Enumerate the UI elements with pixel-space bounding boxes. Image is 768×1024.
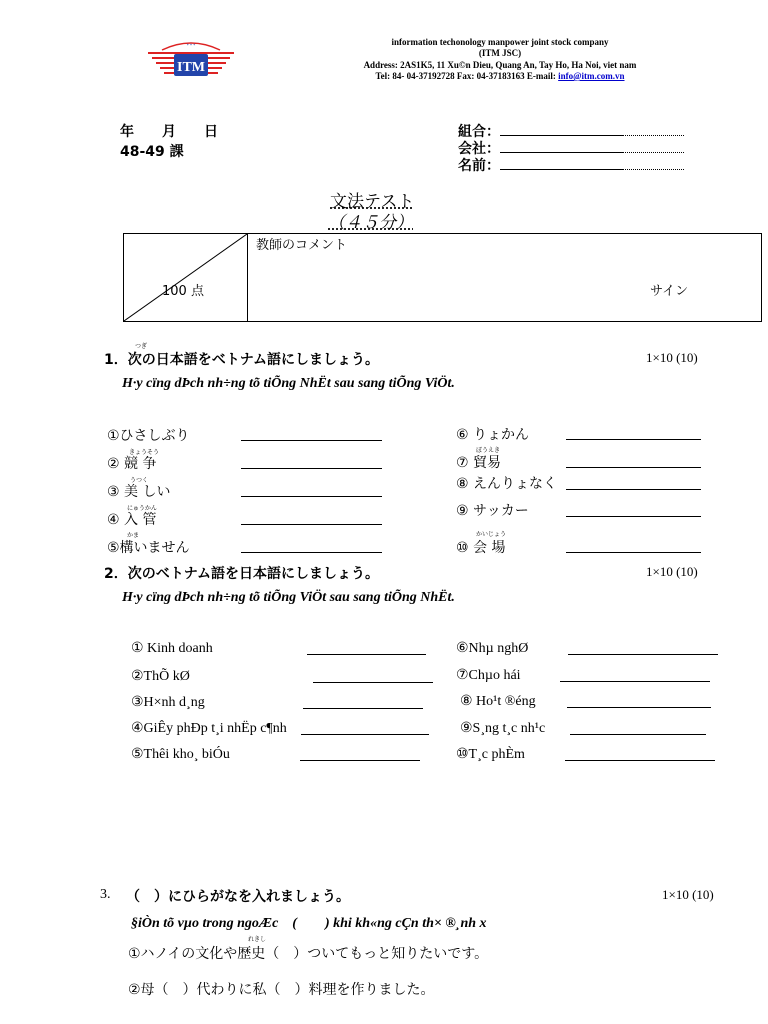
s1-answer-6[interactable] — [566, 439, 701, 440]
section3-points: 1×10 (10) — [662, 887, 714, 902]
s1-answer-3[interactable] — [241, 496, 382, 497]
section1-instruction: H·y cïng dÞch nh÷ng tõ tiÕng NhËt sau sang tiÕng ViÖt. — [122, 376, 455, 391]
section3-instruction: §iÒn tõ vµo trong ngoÆc ( ) khi kh«ng cÇn th× ®¸nh x — [131, 916, 487, 931]
company-address: Address: 2AS1K5, 11 Xu©n Dieu, Quang An, Tay Ho, Ha Noi, viet nam — [363, 60, 637, 70]
teacher-comment-label: 教師のコメント — [256, 238, 348, 253]
company-email-link[interactable]: info@itm.com.vn — [558, 71, 625, 81]
s1-item-9: ⑨ サッカー — [456, 503, 529, 519]
test-duration: （４５分） — [328, 213, 413, 233]
s2-answer-4[interactable] — [301, 734, 429, 735]
score-cell[interactable] — [124, 234, 248, 321]
item5-ruby: かま — [127, 532, 140, 539]
s2-item-5: ⑤Thêi kho¸ biÓu — [131, 747, 230, 762]
q1-ruby: れきし — [248, 936, 267, 943]
item7-ruby: ぼうえき — [476, 447, 501, 454]
group-label: 組合： — [458, 124, 500, 140]
s2-item-1: ① Kinh doanh — [131, 641, 213, 656]
section3-number: 3. — [100, 887, 111, 902]
s3-question-2: ②母（ ）代わりに私（ ）料理を作りました。 — [128, 982, 435, 998]
s2-item-10: ⑩T¸c phÈm — [456, 747, 525, 762]
company-short-name: (ITM JSC) — [478, 48, 522, 58]
s2-answer-6[interactable] — [568, 654, 718, 655]
s2-item-2: ②ThÕ kØ — [131, 669, 190, 684]
section2-points: 1×10 (10) — [646, 564, 698, 579]
item2-ruby: きょうそう — [129, 449, 160, 456]
s1-item-1: ①ひさしぶり — [107, 428, 190, 444]
s2-answer-2[interactable] — [313, 682, 433, 683]
s1-item-3: ③ 美 しい — [107, 484, 171, 500]
company-contact — [300, 71, 700, 81]
s1-item-5: ⑤構いません — [107, 540, 190, 556]
s2-answer-8[interactable] — [567, 707, 711, 708]
name-field[interactable] — [458, 155, 684, 175]
svg-text:* * *: * * * — [186, 43, 196, 48]
s1-answer-4[interactable] — [241, 524, 382, 525]
name-label: 名前： — [458, 158, 500, 174]
score-diagonal — [124, 234, 247, 321]
s1-item-10: ⑩ 会 場 — [456, 540, 506, 556]
s2-answer-1[interactable] — [307, 654, 426, 655]
s3-question-1: ①ハノイの文化や歴史（ ）ついてもっと知りたいです。 — [128, 946, 489, 962]
svg-text:ITM: ITM — [177, 60, 205, 75]
s2-answer-10[interactable] — [565, 760, 715, 761]
test-title: 文法テスト — [330, 192, 415, 212]
section1-points: 1×10 (10) — [646, 350, 698, 365]
s2-answer-5[interactable] — [300, 760, 420, 761]
score-table — [123, 233, 762, 322]
s1-answer-5[interactable] — [241, 552, 382, 553]
s2-answer-9[interactable] — [570, 734, 706, 735]
s1-item-7: ⑦ 貿易 — [456, 455, 502, 471]
date-field: 年 月 日 — [120, 124, 218, 140]
section2-instruction: H·y cïng dÞch nh÷ng tõ tiÕng ViÖt sau sang tiÕng NhËt. — [122, 590, 455, 605]
s1-item-8: ⑧ えんりょなく — [456, 476, 558, 492]
s1-answer-10[interactable] — [566, 552, 701, 553]
s2-answer-7[interactable] — [560, 681, 710, 682]
s1-item-6: ⑥ りょかん — [456, 427, 530, 443]
s1-answer-8[interactable] — [566, 489, 701, 490]
section1-heading: 1．次の日本語をベトナム語にしましょう。 — [104, 352, 380, 368]
signature-label: サイン — [650, 284, 689, 299]
s2-item-8: ⑧ Ho¹t ®éng — [460, 694, 536, 709]
s2-item-3: ③H×nh d¸ng — [131, 695, 205, 710]
s1-answer-2[interactable] — [241, 468, 382, 469]
s2-item-7: ⑦Chµo hái — [456, 668, 521, 683]
total-points-label: 100 点 — [162, 284, 204, 299]
company-label: 会社： — [458, 141, 500, 157]
s1-item-2: ② 競 争 — [107, 456, 157, 472]
company-name: information techonology manpower joint stock company — [391, 37, 609, 47]
heading-ruby: つぎ — [135, 343, 148, 350]
s2-answer-3[interactable] — [303, 708, 423, 709]
s1-answer-1[interactable] — [241, 440, 382, 441]
s1-item-4: ④ 入 管 — [107, 512, 157, 528]
company-phone-fax: Tel: 84- 04-37192728 Fax: 04-37183163 E-mail: — [375, 71, 556, 81]
item4-ruby: にゅうかん — [127, 505, 157, 512]
s1-answer-7[interactable] — [566, 467, 701, 468]
item3-ruby: うつく — [130, 477, 149, 484]
s2-item-9: ⑨S¸ng t¸c nh¹c — [460, 721, 546, 736]
section2-heading: 2．次のベトナム語を日本語にしましょう。 — [104, 566, 380, 582]
s1-answer-9[interactable] — [566, 516, 701, 517]
lesson-label: 48-49 課 — [120, 144, 184, 160]
s2-item-6: ⑥Nhµ nghØ — [456, 641, 529, 656]
company-logo — [148, 38, 234, 84]
item10-ruby: かいじょう — [476, 531, 507, 538]
section3-heading: （ ）にひらがなを入れましょう。 — [126, 889, 350, 905]
s2-item-4: ④GiÊy phÐp t¸i nhËp c¶nh — [131, 721, 287, 736]
